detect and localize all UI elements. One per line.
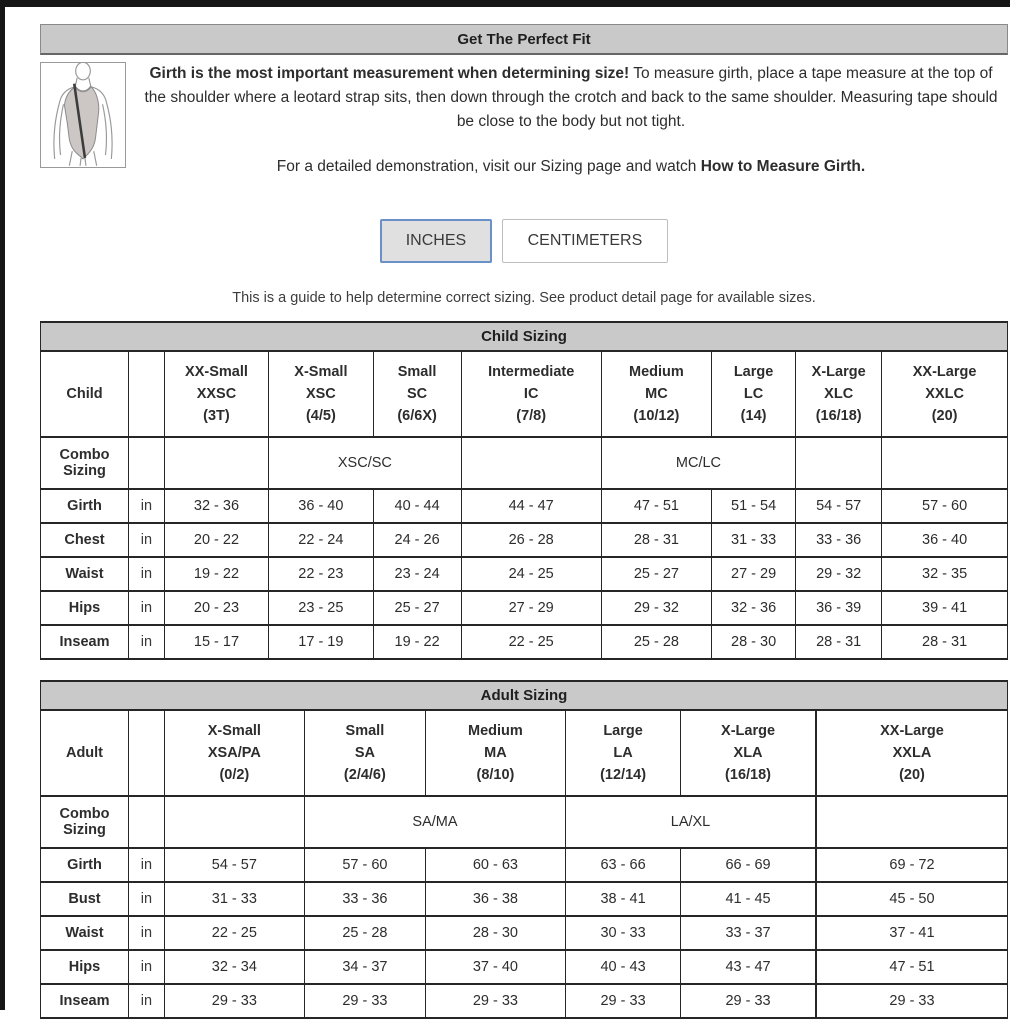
row-label: Inseam bbox=[41, 984, 129, 1018]
page-title: Get The Perfect Fit bbox=[40, 24, 1008, 55]
size-range: (20) bbox=[899, 767, 925, 783]
value-cell: 31 - 33 bbox=[164, 882, 304, 916]
value-cell: 36 - 38 bbox=[425, 882, 565, 916]
size-code: IC bbox=[523, 386, 539, 402]
size-range: (12/14) bbox=[600, 767, 647, 783]
girth-instructions-rest: To measure girth, place a tape measure at the top of the shoulder where a leotard strap sits, then down through the crotch and back to the same shoulder. Measuring tape should be close to the body but not tight. bbox=[144, 65, 998, 130]
row-label: Chest bbox=[41, 523, 129, 557]
value-cell: 15 - 17 bbox=[164, 625, 268, 659]
value-cell: 47 - 51 bbox=[601, 489, 711, 523]
empty-cell bbox=[128, 796, 164, 848]
size-range: (7/8) bbox=[516, 408, 547, 424]
value-cell: 17 - 19 bbox=[269, 625, 373, 659]
value-cell: 22 - 23 bbox=[269, 557, 373, 591]
size-name: XX-Small bbox=[185, 364, 248, 380]
value-cell: 25 - 27 bbox=[601, 557, 711, 591]
value-cell: 25 - 28 bbox=[304, 916, 425, 950]
size-name: Small bbox=[345, 723, 385, 739]
value-cell: 29 - 32 bbox=[796, 557, 882, 591]
value-cell: 38 - 41 bbox=[566, 882, 681, 916]
value-cell: 25 - 27 bbox=[373, 591, 461, 625]
size-range: (10/12) bbox=[633, 408, 680, 424]
value-cell: 22 - 25 bbox=[461, 625, 601, 659]
value-cell: 40 - 44 bbox=[373, 489, 461, 523]
value-cell: 32 - 36 bbox=[712, 591, 796, 625]
value-cell: 41 - 45 bbox=[681, 882, 816, 916]
size-range: (14) bbox=[740, 408, 767, 424]
unit-toggle bbox=[40, 219, 1008, 263]
col-header-xxsmall bbox=[164, 351, 268, 437]
size-name: X-Large bbox=[811, 364, 866, 380]
value-cell: 19 - 22 bbox=[373, 625, 461, 659]
size-code: XXLC bbox=[925, 386, 964, 402]
size-code: SA bbox=[354, 745, 375, 761]
value-cell: 30 - 33 bbox=[566, 916, 681, 950]
value-cell: 29 - 33 bbox=[425, 984, 565, 1018]
value-cell: 33 - 36 bbox=[796, 523, 882, 557]
value-cell: 29 - 33 bbox=[681, 984, 816, 1018]
intro-text bbox=[126, 62, 1008, 179]
unit-cell: in bbox=[128, 557, 164, 591]
unit-cell: in bbox=[128, 625, 164, 659]
child-table-title: Child Sizing bbox=[41, 322, 1008, 351]
size-name: Small bbox=[397, 364, 437, 380]
value-cell: 69 - 72 bbox=[816, 848, 1008, 882]
value-cell: 32 - 34 bbox=[164, 950, 304, 984]
row-label: Girth bbox=[41, 489, 129, 523]
window-frame-left bbox=[0, 0, 5, 1010]
value-cell: 28 - 30 bbox=[712, 625, 796, 659]
value-cell: 29 - 32 bbox=[601, 591, 711, 625]
value-cell: 45 - 50 bbox=[816, 882, 1008, 916]
demo-line bbox=[140, 155, 1002, 179]
size-name: Intermediate bbox=[488, 364, 575, 380]
value-cell: 29 - 33 bbox=[816, 984, 1008, 1018]
value-cell: 37 - 41 bbox=[816, 916, 1008, 950]
value-cell: 36 - 40 bbox=[882, 523, 1008, 557]
size-name: XX-Large bbox=[912, 364, 977, 380]
size-range: (4/5) bbox=[305, 408, 336, 424]
size-range: (8/10) bbox=[476, 767, 515, 783]
value-cell: 28 - 31 bbox=[882, 625, 1008, 659]
unit-cell: in bbox=[128, 591, 164, 625]
size-code: MA bbox=[484, 745, 507, 761]
value-cell: 40 - 43 bbox=[566, 950, 681, 984]
value-cell: 23 - 24 bbox=[373, 557, 461, 591]
value-cell: 60 - 63 bbox=[425, 848, 565, 882]
value-cell: 44 - 47 bbox=[461, 489, 601, 523]
value-cell: 32 - 36 bbox=[164, 489, 268, 523]
value-cell: 66 - 69 bbox=[681, 848, 816, 882]
value-cell: 28 - 31 bbox=[796, 625, 882, 659]
demo-text-bold: How to Measure Girth. bbox=[700, 158, 866, 175]
value-cell: 23 - 25 bbox=[269, 591, 373, 625]
combo-sizing-label: Combo Sizing bbox=[41, 437, 129, 489]
value-cell: 25 - 28 bbox=[601, 625, 711, 659]
value-cell: 36 - 40 bbox=[269, 489, 373, 523]
value-cell: 24 - 25 bbox=[461, 557, 601, 591]
size-code: XSC bbox=[305, 386, 336, 402]
size-code: XXLA bbox=[892, 745, 932, 761]
value-cell: 28 - 30 bbox=[425, 916, 565, 950]
size-code: XXSC bbox=[196, 386, 237, 402]
value-cell: 24 - 26 bbox=[373, 523, 461, 557]
col-header-intermediate bbox=[461, 351, 601, 437]
empty-cell bbox=[461, 437, 601, 489]
size-name: X-Small bbox=[294, 364, 348, 380]
value-cell: 29 - 33 bbox=[304, 984, 425, 1018]
row-label: Hips bbox=[41, 950, 129, 984]
size-name: Medium bbox=[629, 364, 684, 380]
intro-section bbox=[40, 62, 1008, 179]
combo-span-mc-lc: MC/LC bbox=[601, 437, 795, 489]
value-cell: 39 - 41 bbox=[882, 591, 1008, 625]
size-range: (0/2) bbox=[219, 767, 250, 783]
sizing-guide-page bbox=[5, 7, 1010, 1019]
combo-span-la-xl: LA/XL bbox=[566, 796, 816, 848]
empty-cell bbox=[796, 437, 882, 489]
size-range: (20) bbox=[931, 408, 958, 424]
unit-cell: in bbox=[128, 950, 164, 984]
size-range: (3T) bbox=[203, 408, 230, 424]
size-name: X-Small bbox=[207, 723, 261, 739]
window-frame-top bbox=[0, 0, 1010, 7]
row-label: Waist bbox=[41, 557, 129, 591]
value-cell: 47 - 51 bbox=[816, 950, 1008, 984]
value-cell: 51 - 54 bbox=[712, 489, 796, 523]
empty-cell bbox=[164, 437, 268, 489]
size-name: Large bbox=[733, 364, 774, 380]
col-header-xxlarge bbox=[882, 351, 1008, 437]
unit-cell: in bbox=[128, 489, 164, 523]
leotard-shape bbox=[64, 87, 98, 159]
unit-col-header bbox=[128, 351, 164, 437]
size-code: LA bbox=[613, 745, 633, 761]
inches-button[interactable]: INCHES bbox=[380, 219, 492, 263]
col-header-xlarge bbox=[681, 710, 816, 796]
girth-instructions-bold: Girth is the most important measurement when determining size! bbox=[149, 65, 630, 82]
unit-col-header bbox=[128, 710, 164, 796]
size-name: XX-Large bbox=[880, 723, 944, 739]
value-cell: 20 - 22 bbox=[164, 523, 268, 557]
size-code: XLA bbox=[733, 745, 763, 761]
col-header-small bbox=[304, 710, 425, 796]
value-cell: 37 - 40 bbox=[425, 950, 565, 984]
girth-instructions bbox=[140, 62, 1002, 134]
unit-cell: in bbox=[128, 882, 164, 916]
unit-cell: in bbox=[128, 523, 164, 557]
value-cell: 29 - 33 bbox=[164, 984, 304, 1018]
value-cell: 43 - 47 bbox=[681, 950, 816, 984]
value-cell: 27 - 29 bbox=[712, 557, 796, 591]
col-header-xsmall bbox=[269, 351, 373, 437]
row-label: Girth bbox=[41, 848, 129, 882]
col-header-medium bbox=[601, 351, 711, 437]
size-code: XLC bbox=[824, 386, 854, 402]
empty-cell bbox=[128, 437, 164, 489]
value-cell: 22 - 25 bbox=[164, 916, 304, 950]
row-label: Bust bbox=[41, 882, 129, 916]
empty-cell bbox=[816, 796, 1008, 848]
size-name: Large bbox=[603, 723, 643, 739]
col-header-xsmall bbox=[164, 710, 304, 796]
size-range: (6/6X) bbox=[397, 408, 437, 424]
empty-cell bbox=[882, 437, 1008, 489]
row-label: Hips bbox=[41, 591, 129, 625]
unit-cell: in bbox=[128, 984, 164, 1018]
sizing-note: This is a guide to help determine correct sizing. See product detail page for available sizes. bbox=[232, 290, 816, 306]
size-code: SC bbox=[407, 386, 428, 402]
value-cell: 54 - 57 bbox=[164, 848, 304, 882]
value-cell: 20 - 23 bbox=[164, 591, 268, 625]
value-cell: 29 - 33 bbox=[566, 984, 681, 1018]
col-header-large bbox=[712, 351, 796, 437]
value-cell: 57 - 60 bbox=[882, 489, 1008, 523]
col-header-medium bbox=[425, 710, 565, 796]
combo-span-sa-ma: SA/MA bbox=[304, 796, 565, 848]
unit-cell: in bbox=[128, 916, 164, 950]
child-row-header: Child bbox=[41, 351, 129, 437]
centimeters-button[interactable]: CENTIMETERS bbox=[502, 219, 669, 263]
combo-sizing-label: Combo Sizing bbox=[41, 796, 129, 848]
size-range: (16/18) bbox=[815, 408, 862, 424]
row-label: Inseam bbox=[41, 625, 129, 659]
demo-text: For a detailed demonstration, visit our Sizing page and watch bbox=[276, 158, 701, 175]
child-sizing-table bbox=[40, 321, 1008, 660]
size-code: XSA/PA bbox=[207, 745, 261, 761]
size-name: X-Large bbox=[721, 723, 776, 739]
value-cell: 54 - 57 bbox=[796, 489, 882, 523]
adult-row-header: Adult bbox=[41, 710, 129, 796]
value-cell: 36 - 39 bbox=[796, 591, 882, 625]
size-range: (16/18) bbox=[725, 767, 771, 783]
leotard-figure-icon bbox=[41, 63, 125, 167]
col-header-xxlarge bbox=[816, 710, 1008, 796]
size-code: LC bbox=[743, 386, 764, 402]
value-cell: 63 - 66 bbox=[566, 848, 681, 882]
value-cell: 22 - 24 bbox=[269, 523, 373, 557]
col-header-xlarge bbox=[796, 351, 882, 437]
empty-cell bbox=[164, 796, 304, 848]
unit-cell: in bbox=[128, 848, 164, 882]
value-cell: 19 - 22 bbox=[164, 557, 268, 591]
value-cell: 31 - 33 bbox=[712, 523, 796, 557]
value-cell: 57 - 60 bbox=[304, 848, 425, 882]
value-cell: 26 - 28 bbox=[461, 523, 601, 557]
value-cell: 33 - 36 bbox=[304, 882, 425, 916]
girth-measurement-diagram bbox=[40, 62, 126, 168]
size-range: (2/4/6) bbox=[343, 767, 386, 783]
value-cell: 33 - 37 bbox=[681, 916, 816, 950]
row-label: Waist bbox=[41, 916, 129, 950]
col-header-small bbox=[373, 351, 461, 437]
col-header-large bbox=[566, 710, 681, 796]
value-cell: 32 - 35 bbox=[882, 557, 1008, 591]
adult-sizing-table bbox=[40, 680, 1008, 1019]
combo-span-xsc-sc: XSC/SC bbox=[269, 437, 461, 489]
value-cell: 34 - 37 bbox=[304, 950, 425, 984]
size-code: MC bbox=[645, 386, 668, 402]
adult-table-title: Adult Sizing bbox=[41, 681, 1008, 710]
value-cell: 27 - 29 bbox=[461, 591, 601, 625]
size-name: Medium bbox=[468, 723, 523, 739]
value-cell: 28 - 31 bbox=[601, 523, 711, 557]
